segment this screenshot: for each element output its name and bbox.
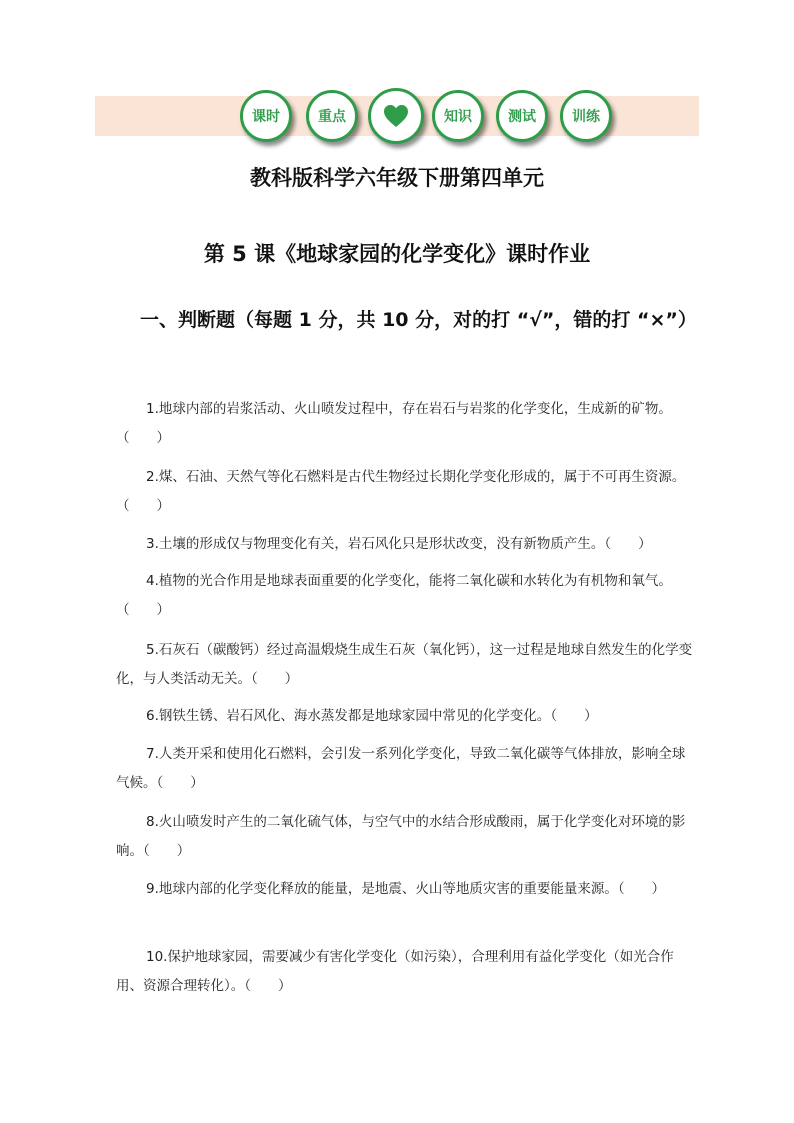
document-title-line2: 第 5 课《地球家园的化学变化》课时作业 (203, 242, 591, 266)
badge-zhishi: 知识 (432, 90, 484, 142)
question-1: 1.地球内部的岩浆活动、火山喷发过程中，存在岩石与岩浆的化学变化，生成新的矿物。（ ） (116, 401, 672, 446)
question-10: 10.保护地球家园，需要减少有害化学变化（如污染），合理利用有益化学变化（如光合作用、资源合理转化）。（ ） (116, 949, 674, 994)
section-heading: 一、判断题（每题 1 分，共 10 分，对的打 “√”，错的打 “×”） (140, 309, 697, 331)
question-8: 8.火山喷发时产生的二氧化硫气体，与空气中的水结合形成酸雨，属于化学变化对环境的影响。（ ） (116, 814, 686, 859)
badge-xunlian: 训练 (560, 90, 612, 142)
badge-ceshi: 测试 (496, 90, 548, 142)
badge-keshi: 课时 (240, 90, 292, 142)
document-title-line1: 教科版科学六年级下册第四单元 (250, 166, 544, 190)
heart-badge (368, 88, 424, 144)
question-9: 9.地球内部的化学变化释放的能量，是地震、火山等地质灾害的重要能量来源。（ ） (146, 881, 666, 897)
question-7: 7.人类开采和使用化石燃料，会引发一系列化学变化，导致二氧化碳等气体排放，影响全球气候。（ ） (116, 746, 686, 791)
badge-zhongdian: 重点 (306, 90, 358, 142)
heart-icon (383, 104, 409, 128)
question-2: 2.煤、石油、天然气等化石燃料是古代生物经过长期化学变化形成的，属于不可再生资源。（ ） (116, 469, 686, 514)
question-5: 5.石灰石（碳酸钙）经过高温煅烧生成生石灰（氧化钙），这一过程是地球自然发生的化学变化，与人类活动无关。（ ） (116, 642, 693, 687)
question-4: 4.植物的光合作用是地球表面重要的化学变化，能将二氧化碳和水转化为有机物和氧气。（ ） (116, 573, 672, 618)
question-3: 3.土壤的形成仅与物理变化有关，岩石风化只是形状改变，没有新物质产生。（ ） (146, 536, 652, 552)
question-6: 6.钢铁生锈、岩石风化、海水蒸发都是地球家园中常见的化学变化。（ ） (146, 708, 598, 724)
